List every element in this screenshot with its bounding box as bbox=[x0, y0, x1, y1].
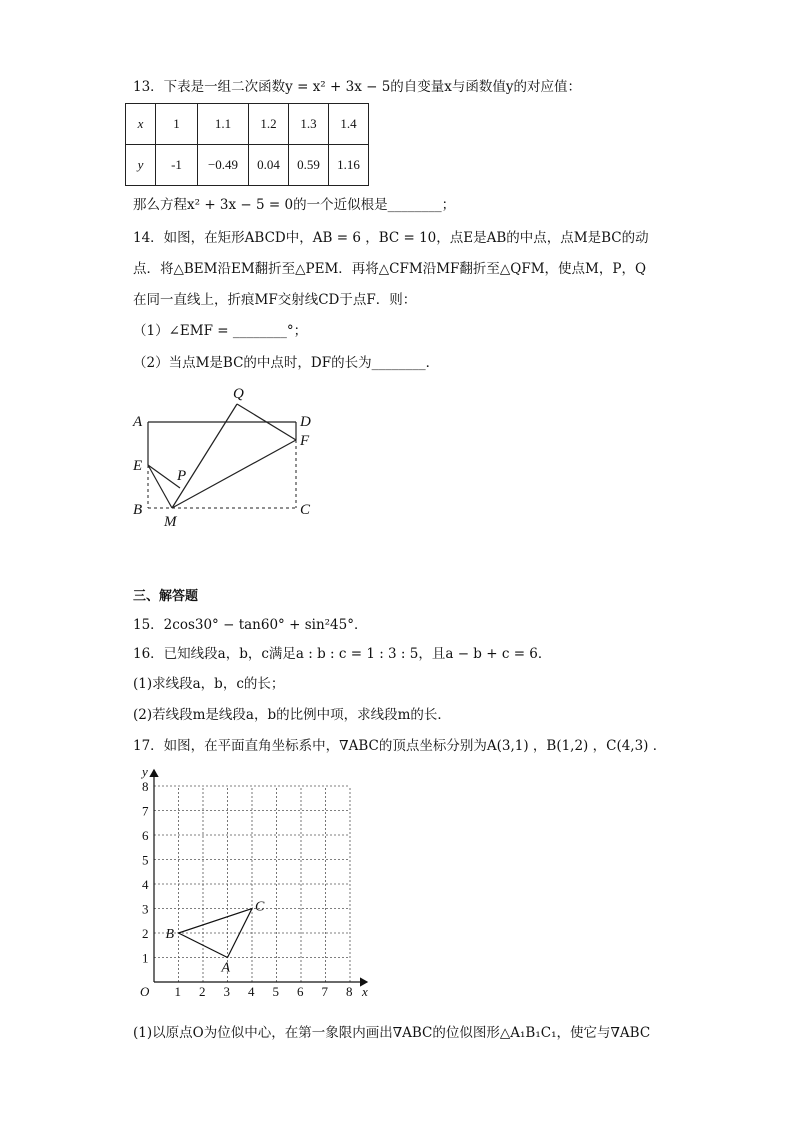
table-cell: 0.04 bbox=[249, 145, 289, 186]
y-tick-label: 1 bbox=[142, 950, 149, 966]
x-tick-label: 4 bbox=[248, 984, 255, 999]
x-tick-label: 2 bbox=[199, 984, 206, 999]
table-cell: 1.1 bbox=[198, 104, 249, 145]
table-cell: -1 bbox=[156, 145, 198, 186]
x-tick-label: 5 bbox=[272, 984, 279, 999]
q13-question: 那么方程x² + 3x − 5 = 0的一个近似根是________； bbox=[133, 197, 456, 213]
table-cell: 0.59 bbox=[289, 145, 329, 186]
q14-line1: 14．如图，在矩形ABCD中，AB = 6 ，BC = 10，点E是AB的中点，点M是BC的动 bbox=[133, 230, 649, 246]
label-m: M bbox=[164, 514, 177, 530]
point-label-c: C bbox=[255, 899, 265, 915]
x-tick-label: 3 bbox=[223, 984, 230, 999]
y-tick-label: 2 bbox=[142, 926, 149, 941]
y-tick-label: 7 bbox=[142, 803, 149, 819]
q14-line3: 在同一直线上，折痕MF交射线CD于点F．则： bbox=[133, 292, 417, 308]
label-c: C bbox=[300, 502, 311, 518]
q14-line2: 点．将△BEM沿EM翻折至△PEM．再将△CFM沿MF翻折至△QFM，使点M，P，Q bbox=[133, 261, 647, 277]
table-cell: 1 bbox=[156, 104, 198, 145]
q15-text: 15．2cos30° − tan60° + sin²45°． bbox=[133, 617, 368, 633]
table-cell: y bbox=[126, 145, 156, 186]
table-cell: 1.2 bbox=[249, 104, 289, 145]
point-label-b: B bbox=[165, 927, 175, 942]
table-cell: x bbox=[126, 104, 156, 145]
q14-part2: （2）当点M是BC的中点时，DF的长为________． bbox=[133, 355, 440, 371]
table-cell: −0.49 bbox=[198, 145, 249, 186]
q17-part1: (1)以原点O为位似中心，在第一象限内画出∇ABC的位似图形△A₁B₁C₁，使它与∇ABC bbox=[133, 1025, 651, 1041]
point-label-a: A bbox=[221, 960, 231, 976]
y-tick-label: 8 bbox=[142, 779, 149, 794]
origin-label: O bbox=[140, 984, 150, 999]
y-axis-label: y bbox=[142, 764, 148, 779]
grid bbox=[154, 786, 350, 982]
q16-part2: (2)若线段m是线段a，b的比例中项，求线段m的长． bbox=[133, 707, 451, 723]
table-cell: 1.16 bbox=[329, 145, 369, 186]
q16-part1: (1)求线段a，b，c的长； bbox=[133, 676, 285, 692]
table-cell: 1.3 bbox=[289, 104, 329, 145]
table-cell: 1.4 bbox=[329, 104, 369, 145]
label-a: A bbox=[133, 414, 143, 430]
x-tick-label: 7 bbox=[321, 984, 328, 999]
y-tick-label: 6 bbox=[142, 828, 149, 843]
q17-text: 17．如图，在平面直角坐标系中，∇ABC的顶点坐标分别为A(3,1) ，B(1,2) ，C(4,3) ． bbox=[133, 738, 667, 754]
label-f: F bbox=[300, 433, 310, 449]
x-tick-label: 1 bbox=[174, 984, 181, 999]
label-e: E bbox=[133, 458, 143, 474]
x-tick-label: 8 bbox=[346, 984, 353, 999]
y-tick-label: 3 bbox=[142, 901, 149, 917]
x-axis-label: x bbox=[362, 984, 368, 999]
y-tick-label: 4 bbox=[142, 877, 149, 892]
q14-part1: （1）∠EMF = ________°； bbox=[133, 323, 308, 339]
x-tick-label: 6 bbox=[297, 984, 304, 999]
label-b: B bbox=[133, 502, 143, 518]
label-q: Q bbox=[233, 386, 244, 402]
label-p: P bbox=[177, 468, 187, 484]
y-tick-label: 5 bbox=[142, 852, 149, 868]
q16-text: 16．已知线段a，b，c满足a : b : c = 1 : 3 : 5，且a − b + c = 6． bbox=[133, 646, 552, 662]
section-heading: 三、解答题 bbox=[133, 589, 199, 604]
label-d: D bbox=[300, 414, 311, 430]
q13-text: 13．下表是一组二次函数y = x² + 3x − 5的自变量x与函数值y的对应值： bbox=[133, 79, 582, 95]
